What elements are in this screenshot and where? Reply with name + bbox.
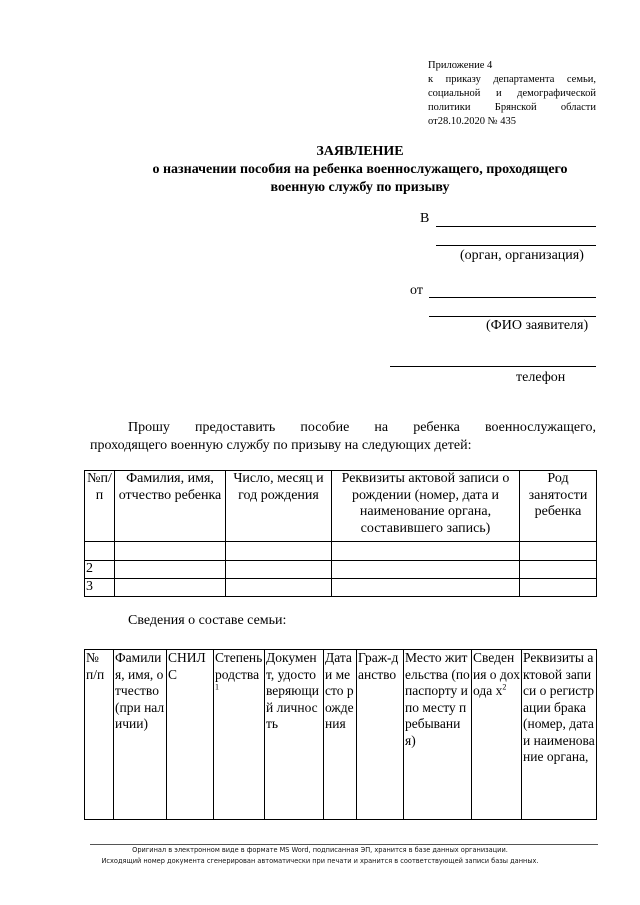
document-title [80, 143, 640, 197]
table-row [85, 542, 597, 561]
recipient-caption: (орган, организация) [460, 248, 584, 263]
applicant-line[interactable] [429, 297, 596, 298]
table-cell[interactable] [115, 542, 226, 561]
request-line-1: Прошу предоставить пособие на ребенка военнослужащего, [128, 420, 596, 435]
kinship-text: Степень родства [215, 650, 263, 682]
income-text: Сведения о дохода х [473, 650, 520, 698]
table-row [85, 579, 597, 597]
footer-note-2: Исходящий номер документа сгенерирован автоматически при печати и хранится в соответствующей записи базы данных. [101, 857, 539, 865]
appendix-line-2: к приказу департамента семьи, [428, 74, 596, 85]
children-header-row [85, 471, 597, 542]
col-header-marriage-record: Реквизиты актовой записи о регистрации брака (номер, дата и наименование органа, [522, 650, 597, 820]
table-cell[interactable] [332, 579, 520, 597]
footnote-marker: 1 [215, 682, 219, 692]
recipient-line-2[interactable] [436, 245, 596, 246]
row-number[interactable]: 3 [85, 579, 115, 597]
appendix-line-3: социальной и демографической [428, 88, 596, 99]
col-header-id-document: Документ, удостоверяющий личность [265, 650, 324, 820]
col-header-birth-record: Реквизиты актовой записи о рождении (номер, дата и наименование органа, составившего запись) [332, 471, 520, 542]
col-header-income [472, 650, 522, 820]
title-line-2: военную службу по призыву [270, 180, 450, 195]
table-cell[interactable] [332, 542, 520, 561]
col-header-number: №п/п [85, 471, 115, 542]
phone-line[interactable] [390, 366, 596, 367]
col-header-kinship [214, 650, 265, 820]
title-line-1: о назначении пособия на ребенка военнослужащего, проходящего [152, 162, 568, 177]
children-table [84, 470, 597, 597]
col-header-birthdate: Число, месяц и год рождения [226, 471, 332, 542]
table-cell[interactable] [115, 579, 226, 597]
col-header-citizenship: Граж-данство [357, 650, 404, 820]
to-prefix: В [420, 211, 430, 226]
footer-divider [90, 844, 598, 845]
table-cell[interactable] [520, 542, 597, 561]
table-cell[interactable] [520, 561, 597, 579]
col-header-name: Фамилия, имя, отчество ребенка [115, 471, 226, 542]
table-cell[interactable] [226, 579, 332, 597]
applicant-line-2[interactable] [429, 316, 596, 317]
table-cell[interactable] [226, 542, 332, 561]
recipient-line[interactable] [436, 226, 596, 227]
footer-note-1: Оригинал в электронном виде в формате MS Word, подписанная ЭП, хранится в базе данных организации. [132, 846, 508, 854]
from-prefix: от [410, 283, 423, 298]
family-table [84, 649, 597, 820]
request-paragraph [90, 419, 596, 455]
table-row [85, 561, 597, 579]
col-header-birthdate-place: Дата и место рождения [324, 650, 357, 820]
family-header-row [85, 650, 597, 820]
phone-caption: телефон [516, 370, 566, 385]
applicant-caption: (ФИО заявителя) [486, 318, 589, 333]
col-header-number: № п/п [85, 650, 114, 820]
table-cell[interactable] [520, 579, 597, 597]
row-number[interactable]: 2 [85, 561, 115, 579]
col-header-name: Фамилия, имя, отчество (при наличии) [114, 650, 167, 820]
title-main: ЗАЯВЛЕНИЕ [316, 144, 404, 159]
appendix-header [428, 59, 596, 129]
col-header-residence: Место жительства (по паспорту и по месту пребывания) [404, 650, 472, 820]
col-header-occupation: Род занятости ребенка [520, 471, 597, 542]
table-cell[interactable] [226, 561, 332, 579]
appendix-line-4: политики Брянской области [428, 102, 596, 113]
row-number[interactable] [85, 542, 115, 561]
footnote-marker: 2 [502, 682, 507, 692]
table-cell[interactable] [115, 561, 226, 579]
col-header-snils: СНИЛС [167, 650, 214, 820]
family-section-label: Сведения о составе семьи: [128, 613, 287, 628]
table-cell[interactable] [332, 561, 520, 579]
request-line-2: проходящего военную службу по призыву на следующих детей: [90, 438, 472, 453]
appendix-line-1: Приложение 4 [428, 60, 493, 71]
appendix-line-5: от28.10.2020 № 435 [428, 116, 516, 127]
